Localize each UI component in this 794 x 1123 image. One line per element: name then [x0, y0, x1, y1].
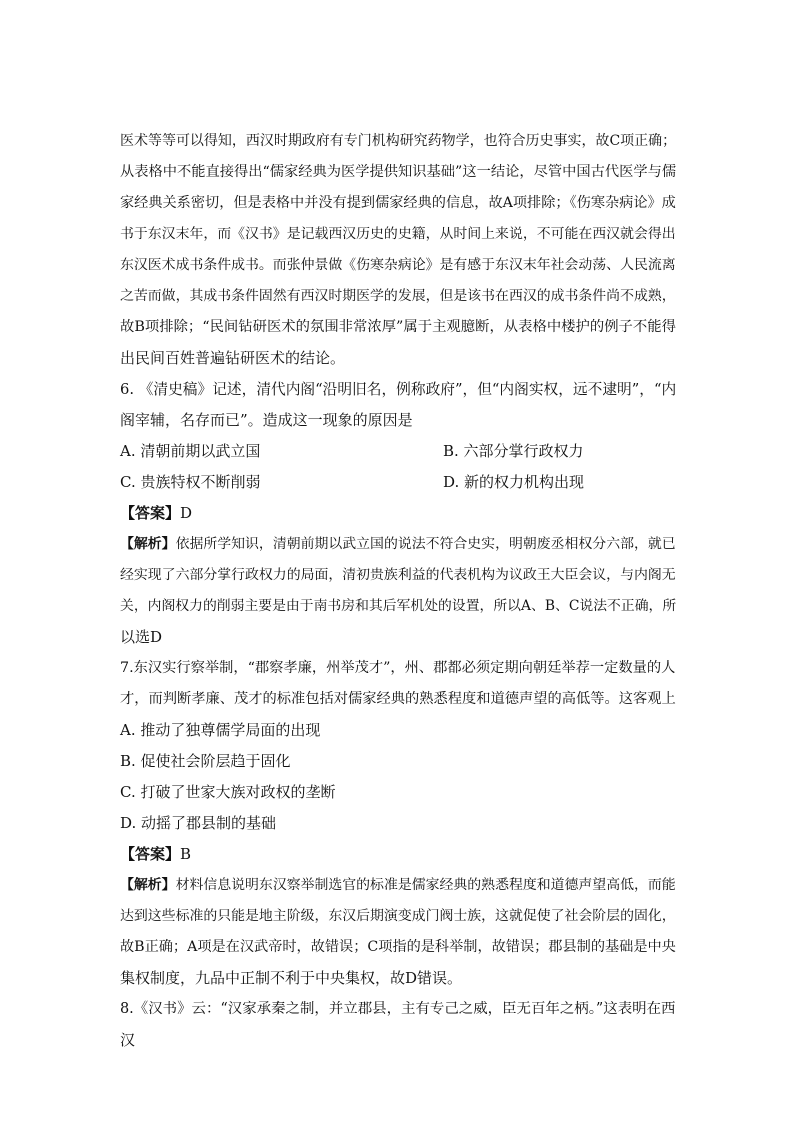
- analysis-line: 以选D: [120, 628, 163, 646]
- question-stem-line: 才，而判断孝廉、茂才的标准包括对儒家经典的熟悉程度和道德声望的高低等。这客观上: [120, 691, 676, 707]
- document-content: [120, 126, 676, 1056]
- prev-analysis: [120, 126, 676, 374]
- question-6: [120, 374, 676, 653]
- analysis-line: 集权制度，九品中正制不利于中央集权，故D错误。: [120, 969, 463, 987]
- analysis-tag: 【解析】: [120, 877, 176, 893]
- paragraph-line: 家经典关系密切，但是表格中并没有提到儒家经典的信息，故A项排除；《伤寒杂病论》成: [120, 195, 676, 211]
- option-d: D. 动摇了郡县制的基础: [120, 814, 277, 832]
- option-c: C. 打破了世家大族对政权的垄断: [120, 783, 336, 801]
- analysis-tag: 【解析】: [120, 536, 176, 552]
- question-stem-line: 汉: [120, 1031, 136, 1049]
- question-stem-line: 阁宰辅，名存而已”。造成这一现象的原因是: [120, 411, 413, 429]
- option-a: A. 推动了独尊儒学局面的出现: [120, 721, 321, 739]
- analysis-text: 材料信息说明东汉察举制选官的标准是儒家经典的熟悉程度和道德声望高低，而能: [175, 877, 676, 893]
- option-a: A. 清朝前期以武立国: [120, 442, 261, 460]
- answer-line: [120, 498, 676, 529]
- answer-value: B: [180, 845, 192, 863]
- question-7: [120, 653, 676, 994]
- analysis-line: [120, 870, 676, 901]
- answer-line: [120, 839, 676, 870]
- option-d: D. 新的权力机构出现: [443, 473, 585, 491]
- paragraph-line: 之苦而做，其成书条件固然有西汉时期医学的发展，但是该书在西汉的成书条件尚不成熟，: [120, 288, 676, 304]
- analysis-line: 故B正确；A项是在汉武帝时，故错误；C项指的是科举制，故错误；郡县制的基础是中央: [120, 939, 676, 955]
- option-c: C. 贵族特权不断削弱: [120, 473, 261, 491]
- option-row: [120, 436, 676, 467]
- option-b: B. 六部分掌行政权力: [443, 442, 584, 460]
- paragraph-line: 故B项排除；“民间钻研医术的氛围非常浓厚”属于主观臆断，从表格中楼护的例子不能得: [120, 319, 676, 335]
- paragraph-line: 出民间百姓普遍钻研医术的结论。: [120, 349, 346, 367]
- answer-tag: 【答案】: [120, 845, 181, 863]
- analysis-line: 关，内阁权力的削弱主要是由于南书房和其后军机处的设置，所以A、B、C说法不正确，所: [120, 598, 677, 614]
- answer-value: D: [180, 504, 193, 522]
- question-8: [120, 994, 676, 1056]
- option-row: [120, 467, 676, 498]
- question-stem-line: 8.《汉书》云：“汉家承秦之制，并立郡县，主有专己之威，臣无百年之柄。”这表明在西: [120, 1001, 676, 1017]
- paragraph-line: 从表格中不能直接得出“儒家经典为医学提供知识基础”这一结论，尽管中国古代医学与儒: [120, 164, 677, 180]
- question-stem-line: 6. 《清史稿》记述，清代内阁“沿明旧名，例称政府”，但“内阁实权，远不逮明”，“内: [120, 381, 677, 398]
- analysis-line: [120, 529, 676, 560]
- analysis-line: 达到这些标准的只能是地主阶级，东汉后期演变成门阀士族，这就促使了社会阶层的固化，: [120, 908, 676, 924]
- answer-tag: 【答案】: [120, 504, 181, 522]
- paragraph-line: 书于东汉末年，而《汉书》是记载西汉历史的史籍，从时间上来说，不可能在西汉就会得出: [120, 226, 676, 242]
- analysis-text: 依据所学知识，清朝前期以武立国的说法不符合史实，明朝废丞相权分六部，就已: [175, 536, 676, 552]
- paragraph-line: 医术等等可以得知，西汉时期政府有专门机构研究药物学，也符合历史事实，故C项正确；: [120, 133, 677, 149]
- paragraph-line: 东汉医术成书条件成书。而张仲景做《伤寒杂病论》是有感于东汉末年社会动荡、人民流离: [120, 257, 676, 273]
- option-b: B. 促使社会阶层趋于固化: [120, 752, 291, 770]
- question-stem-line: 7.东汉实行察举制，“郡察孝廉，州举茂才”，州、郡都必须定期向朝廷举荐一定数量的人: [120, 660, 676, 676]
- analysis-line: 经实现了六部分掌行政权力的局面，清初贵族利益的代表机构为议政王大臣会议，与内阁无: [120, 567, 676, 583]
